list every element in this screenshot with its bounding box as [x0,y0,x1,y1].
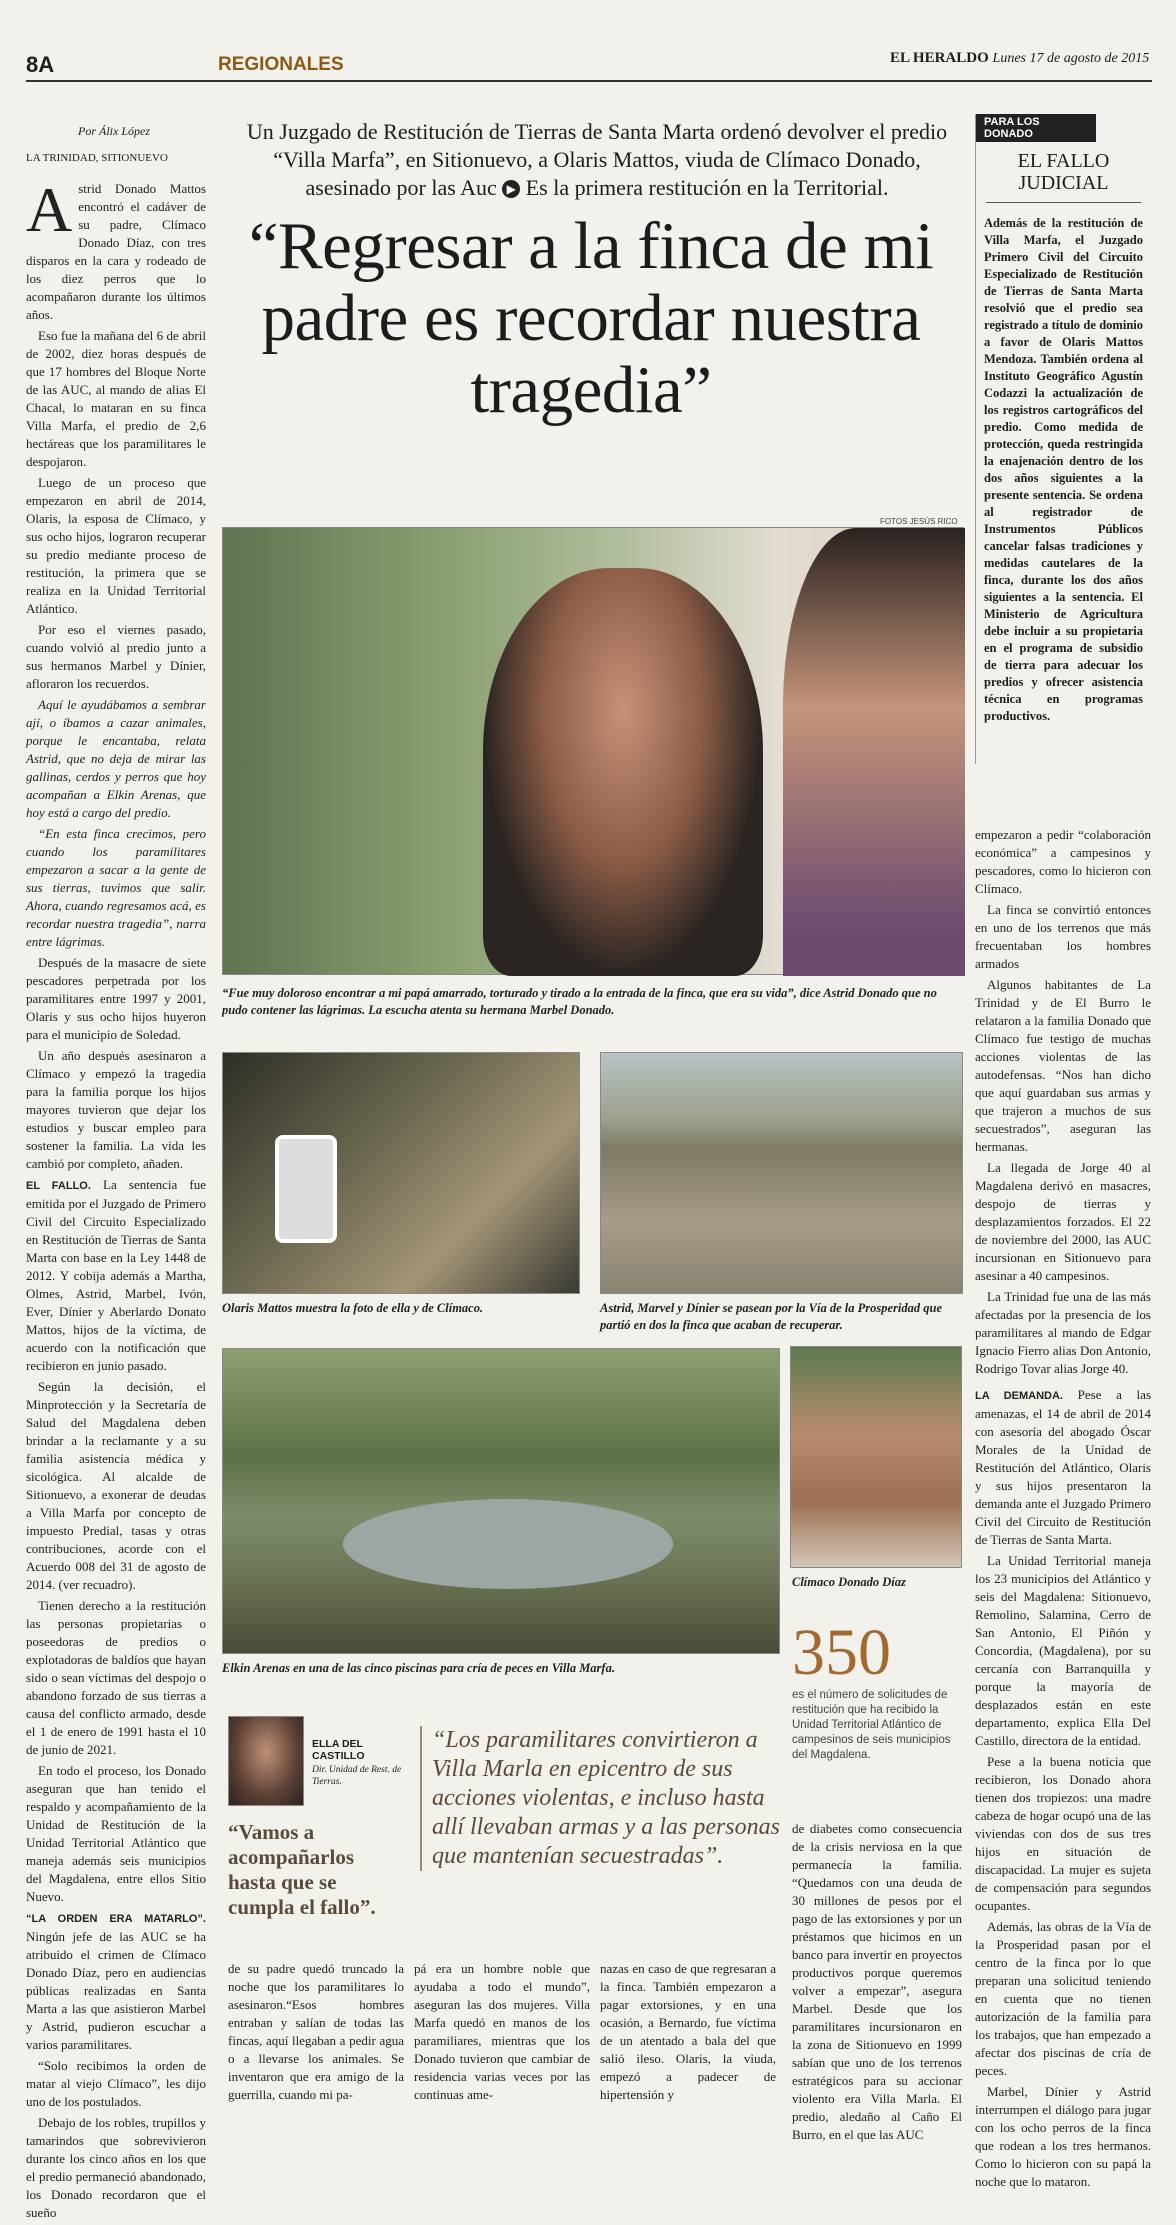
header-rule [26,80,1152,82]
photo-credit: FOTOS JESÚS RICO [880,517,958,526]
page-number: 8A [26,52,55,77]
article-column-right [975,826,1151,2194]
paragraph: La llegada de Jorge 40 al Magdalena derivó en masacres, despojo de tierras y desplazamientos forzados. El 22 de noviembre del 2000, las AUC incursionan en Sitionuevo para asesinar a 40 campesinos. [975,1160,1151,1283]
paragraph: La finca se convirtió entonces en uno de los terrenos que más frecuentaban los hombres armados [975,902,1151,971]
paragraph: La Trinidad fue una de las más afectadas por la presencia de los paramilitares al mando de Edgar Ignacio Fierro alias Don Antonio, Rodrigo Tovar alias Jorge 40. [975,1289,1151,1376]
dateline: LA TRINIDAD, SITIONUEVO [26,152,168,164]
sidebar-body: Además de la restitución de Villa Marfa, el Juzgado Primero Civil del Circuito Especializado de Restitución de Tierras de Santa Marta resolvió que el predio sea registrado a título de dominio a favor de Olaris Mattos Mendoza. También ordena al Instituto Geográfico Agustín Codazzi la actualización de los registros cartográficos del predio. Como medida de protección, queda restringida la enajenación dentro de los dos años siguientes a la presente sentencia. Se ordena al registrador de Instrumentos Públicos cancelar falsas tradiciones y medidas cautelares de la finca, durante los dos años siguientes a la sentencia. El Ministerio de Agricultura debe incluir a su propietaria en el programa de subsidio de tierra para adecuar los predios y ofrecer asistencia técnica en programas productivos. [984,216,1143,723]
bottom-column-2: de su padre quedó truncado la noche que los paramilitares lo asesinaron.“Esos hombres entraban y salían de todas las fincas, aquí llegaban a pedir agua o a llevarse los animales. Se inventaron que era amigo de la guerrilla, cuando mi pa- [228,1961,404,2102]
paragraph: Pese a la buena noticia que recibieron, los Donado ahora tienen dos tropiezos: una madre cabeza de hogar ocupó una de las viviendas con dos de sus tres hijos en situación de discapacidad. La mujer es sujeta de compensación para segundos ocupantes. [975,1754,1151,1913]
olaris-caption: Olaris Mattos muestra la foto de ella y de Clímaco. [222,1301,484,1315]
bottom-column-5: de diabetes como consecuencia de la crisis nerviosa en la que permanecía la familia. “Quedamos con una deuda de 30 millones de pesos por el pago de las extorsiones y por un préstamos que hicimos en un banco para invertir en proyectos productivos porque queremos volver a empezar”, asegura Marbel. Desde que los paramilitares incursionaron en la zona de Sitionuevo en 1999 sabían que uno de los terrenos estratégicos para su accionar violento era Villa Marla. El predio, aledaño al Caño El Burro, en el que las AUC [792,1821,962,2142]
stat-text: es el número de solicitudes de restitución que ha recibido la Unidad Territorial Atlántico de campesinos de seis municipios del Magdalena. [792,1689,951,1761]
headline: “Regresar a la finca de mi padre es recordar nuestra tragedia” [248,209,934,427]
climaco-photo [790,1346,962,1568]
paragraph: Astrid Donado Mattos encontró el cadáver de su padre, Clímaco Donado Díaz, con tres disparos en la cara y rodeado de los diez perros que lo acompañaron durante los últimos años. [26,174,206,322]
issue-date: Lunes 17 de agosto de 2015 [992,51,1150,66]
elkin-caption: Elkin Arenas en una de las cinco piscinas para cría de peces en Villa Marfa. [222,1661,615,1675]
paragraph: LA DEMANDA. Pese a las amenazas, el 14 de abril de 2014 con asesoría del abogado Óscar Morales de la Unidad de Restitución del Atlántico, Olaris y sus hijos presentaron la demanda ante el Juzgado Primero Civil del Circuito de Restitución de Tierras de Santa Marta. [975,1387,1152,1547]
drop-cap: A [26,174,73,245]
climaco-caption: Clímaco Donado Díaz [792,1575,906,1589]
sidebar-title: EL FALLO JUDICIAL [1017,150,1110,194]
paragraph: Además, las obras de la Vía de la Prosperidad pasan por el centro de la finca por lo que preparan una solicitud teniendo en cuenta que no tienen autorización de la familia para los trabajos, que han empezado a afectar dos piscinas de cría de peces. [975,1919,1151,2078]
paragraph: Algunos habitantes de La Trinidad y de El Burro le relataron a la familia Donado que Clímaco fue testigo de muchas acciones violentas de las autodefensas. “Nos han dicho que aquí guardaban sus armas y que trajeron a muchos de sus secuestrados”, aseguran las hermanas. [975,977,1151,1154]
main-photo [222,527,964,975]
paragraph: Marbel, Dínier y Astrid interrumpen el diálogo para jugar con los ocho perros de la finca que rodean a los tres hermanos. Como lo hicieron con su papá la noche que lo mataron. [975,2084,1151,2189]
person-quote: “Vamos a acompañarlos hasta que se cumpla el fallo”. [228,1820,376,1919]
road-photo [600,1052,963,1294]
paragraph: Después de la masacre de siete pescadores perpetrada por los paramilitares entre 1997 y 2001, Olaris y sus ocho hijos huyeron para el municipio de Soledad. [26,955,206,1042]
arrow-icon: ▶ [502,180,520,198]
paragraph: “LA ORDEN ERA MATARLO”. Ningún jefe de las AUC se ha atribuido el crimen de Clímaco Donado Díaz, pero en audiencias públicas realizadas en Santa Marta a las que asistieron Marbel y Astrid, pudieron escuchar a varios paramilitares. [26,1913,206,2052]
paragraph: Aquí le ayudábamos a sembrar ají, o íbamos a cazar animales, porque le encantaba, relata Astrid, que no deja de mirar las gallinas, cerdos y perros que hoy acompañan a Elkin Arenas, que hoy está a cargo del predio. [26,697,206,820]
fish-pond [343,1499,673,1589]
byline-author: Por Álix López [78,124,150,138]
paragraph: Por eso el viernes pasado, cuando volvió al predio junto a sus hermanos Marbel y Dínier, afloraron los recuerdos. [26,622,206,691]
sidebar-box [975,114,1151,764]
paragraph: Tienen derecho a la restitución las personas propietarias o poseedoras de predios o explotadoras de baldíos que hayan sido o sean víctimas del despojo o abandono forzado de sus tierras a causa del conflicto armado, desde el 1 de enero de 1991 hasta el 10 de junio de 2021. [26,1598,206,1757]
paragraph: EL FALLO. La sentencia fue emitida por el Juzgado de Primero Civil del Circuito Especializado en Restitución de Tierras de Santa Marta con base en la Ley 1448 de 2012. Y cobija además a Martha, Olmes, Astrid, Marbel, Ivón, Ever, Dínier y Aberlardo Donato Mattos, hijos de la víctima, de acuerdo con la notificación que recibieron en junio pasado. [26,1177,206,1373]
stat-number: 350 [792,1616,891,1689]
paragraph: La Unidad Territorial maneja los 23 municipios del Atlántico y seis del Magdalena: Sitionuevo, Remolino, Salamina, Cerro de San Antonio, El Piñón y Concordia, (Magdalena), por su cercanía con Barranquilla y porque la mayoría de desplazados están en este departamento, explica Ella Del Castillo, directora de la entidad. [975,1553,1151,1748]
road-caption: Astrid, Marvel y Dínier se pasean por la Vía de la Prosperidad que partió en dos la finca que acaban de recuperar. [600,1301,943,1332]
sister-figure [783,528,965,976]
paragraph: “En esta finca crecimos, pero cuando los paramilitares empezaron a sacar a la gente de sus tierras, tuvimos que salir. Ahora, cuando regresamos acá, es recordar nuestra tragedia”, narra entre lágrimas. [26,826,206,949]
deck: Un Juzgado de Restitución de Tierras de Santa Marta ordenó devolver el predio “Villa Marfa”, en Sitionuevo, a Olaris Mattos, viuda de Clímaco Donado, asesinado por las Auc ▶ Es la primera restitución en la Territorial. [246,119,948,200]
phone-with-photo [275,1135,337,1243]
paragraph: Un año después asesinaron a Clímaco y empezó la tragedia para la familia porque los hijos mayores tuvieron que dejar los estudios y buscar empleo para sostener la familia. La vida les cambió por completo, añaden. [26,1048,206,1171]
person-avatar [228,1716,304,1806]
woman-crying-figure [483,568,763,976]
paragraph: En todo el proceso, los Donado aseguran que han tenido el respaldo y acompañamiento de la Unidad de Restitución de la Unidad Territorial Atlántico que maneja además seis municipios del Magdalena, entre ellos Sitio Nuevo. [26,1763,206,1904]
pullquote: “Los paramilitares convirtieron a Villa Marla en epicentro de sus acciones violentas, e incluso hasta allí llevaban armas y a las personas que mantenían secuestradas”. [420,1726,780,1871]
olaris-photo [222,1052,580,1294]
person-role: Dir. Unidad de Rest. de Tierras. [312,1765,402,1787]
paragraph: Luego de un proceso que empezaron en abril de 2014, Olaris, la esposa de Clímaco, y sus ocho hijos, lograron recuperar su predio mediante proceso de restitución, la primera que se realiza en la Unidad Territorial Atlántico. [26,475,206,616]
paragraph: “Solo recibimos la orden de matar al viejo Clímaco”, les dijo uno de los postulados. [26,2058,206,2109]
paragraph: Según la decisión, el Minprotección y la Secretaría de Salud del Magdalena deben brindar a la reclamante y a su familia asistencia médica y sicológica. Al alcalde de Sitionuevo, a exonerar de deudas a Villa Marfa por concepto de impuesto Predial, tasas y otras contribuciones, acorde con el Acuerdo 008 del 31 de agosto de 2014. (ver recuadro). [26,1379,206,1592]
article-column-1 [26,174,206,2225]
bottom-column-3: pá era un hombre noble que ayudaba a todo el mundo”, aseguran las dos mujeres. Villa Marfa quedó en manos de los paramiliares, mientras que los Donado tuvieron que cambiar de residencia varias veces por las continuas ame- [414,1961,590,2102]
sidebar-tag: PARA LOS DONADO [976,114,1096,142]
paragraph: Eso fue la mañana del 6 de abril de 2002, diez horas después de que 17 hombres del Bloque Norte de las AUC, al mando de alias El Chacal, lo mataran en su finca Villa Marfa, el predio de 2,6 hectáreas que los paramilitares le despojaron. [26,328,206,469]
section-name: REGIONALES [218,54,344,75]
elkin-photo [222,1348,780,1654]
bottom-column-4: nazas en caso de que regresaran a la finca. También empezaron a pagar extorsiones, y en una ocasión, a Bernardo, fue víctima de un atentado a bala del que salió ileso. Olaris, la viuda, empezó a padecer de hipertensión y [600,1961,776,2102]
paragraph: empezaron a pedir “colaboración económica” a campesinos y pescadores, como lo hicieron con Clímaco. [975,827,1151,896]
person-name: ELLA DEL CASTILLO [312,1738,365,1762]
paragraph: Debajo de los robles, trupillos y tamarindos que sobrevivieron durante los cinco años en los que el predio permaneció abandonado, los Donado recordaron que el sueño [26,2115,206,2220]
paper-name: EL HERALDO Lunes 17 de agosto de 2015 [890,50,1150,66]
main-photo-caption: “Fue muy doloroso encontrar a mi papá amarrado, torturado y tirado a la entrada de la finca, que era su vida”, dice Astrid Donado que no pudo contener las lágrimas. La escucha atenta su hermana Marbel Donado. [222,986,937,1017]
